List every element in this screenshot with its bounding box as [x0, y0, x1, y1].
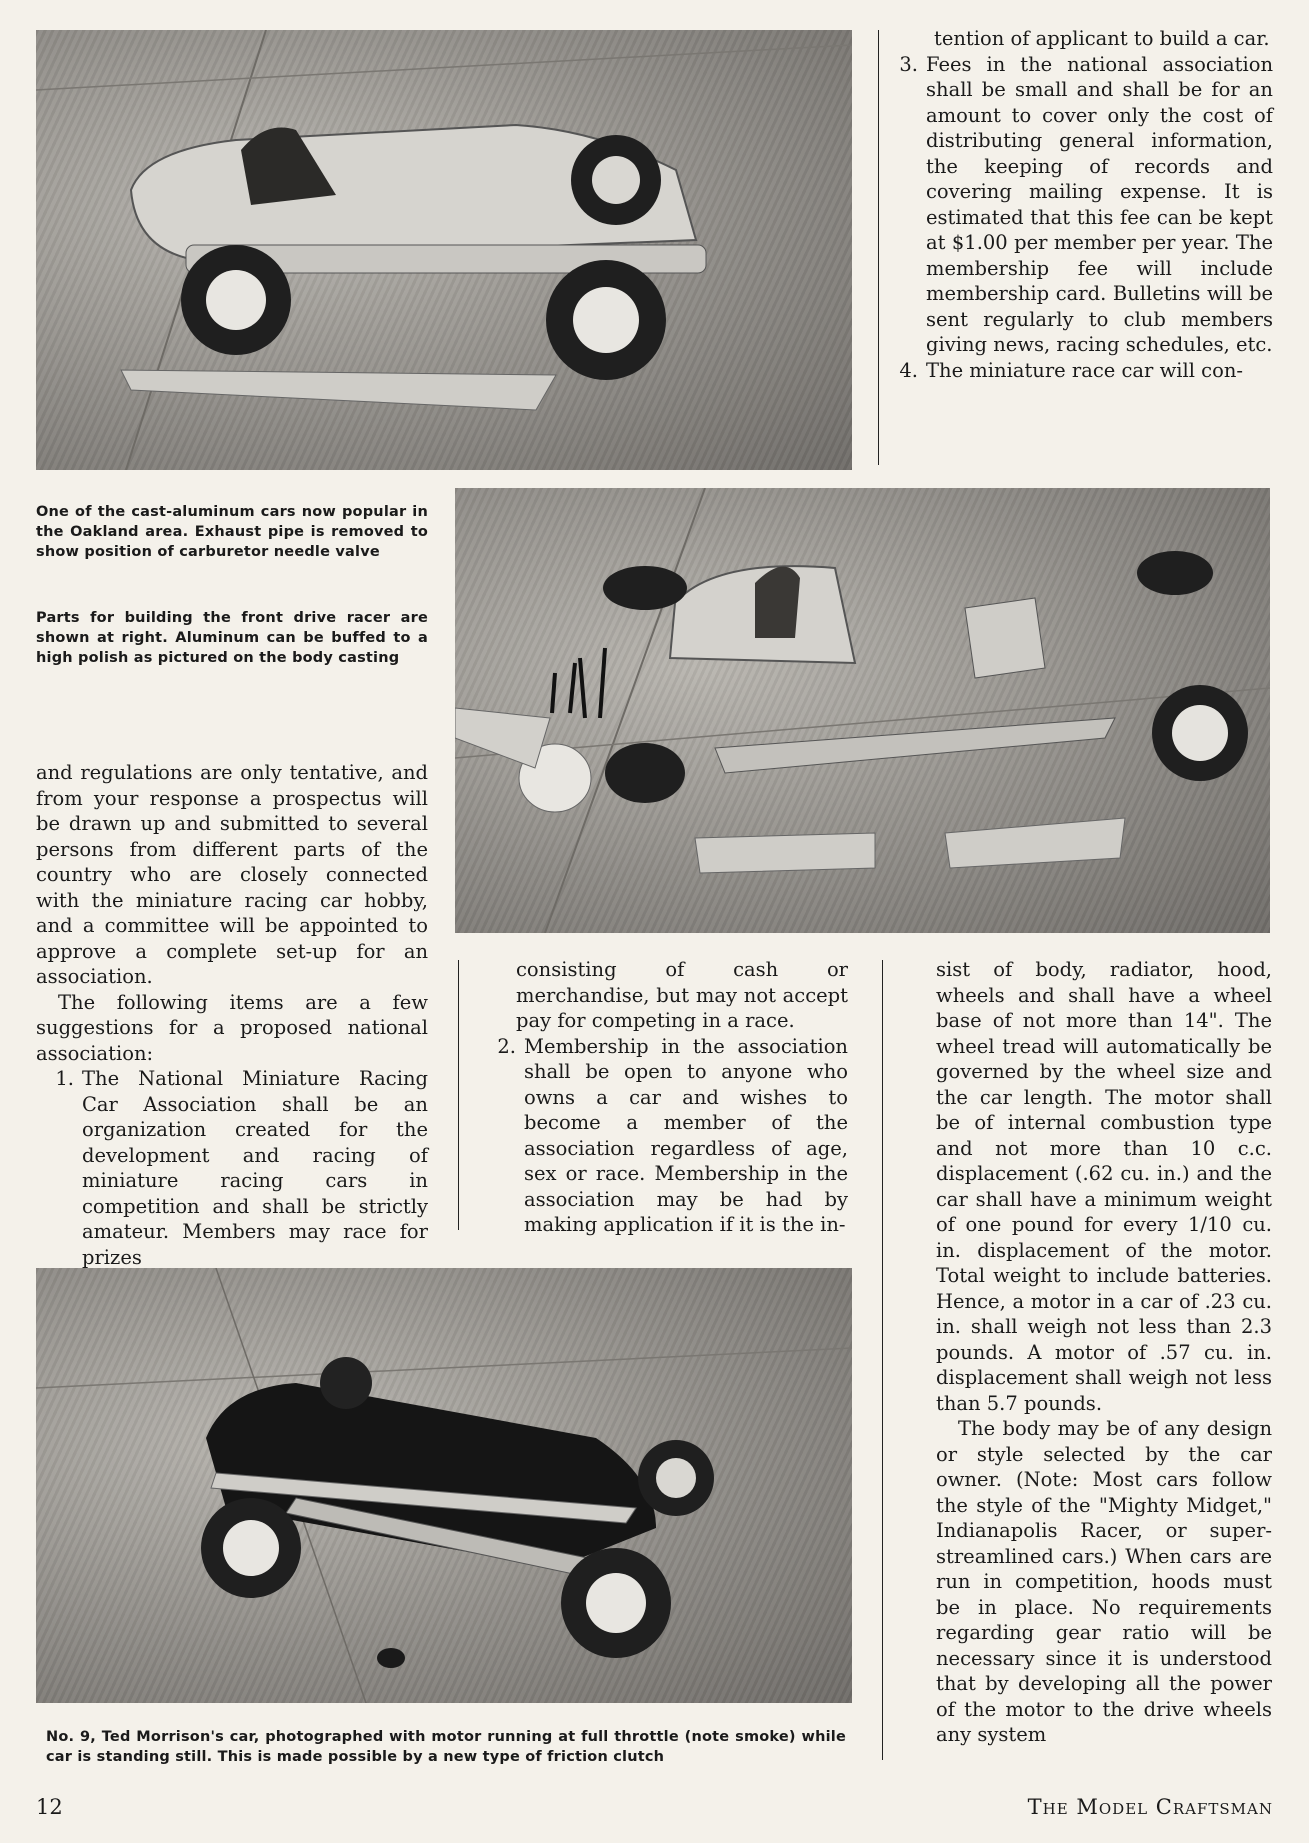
caption-bottom: No. 9, Ted Morrison's car, photographed with motor running at full throttle (note smoke) while car is standing still. This is made possible by a new type of friction clutch — [46, 1729, 846, 1765]
list-item — [888, 358, 1273, 384]
column-rule — [882, 1740, 883, 1760]
magazine-name: The Model Craftsman — [1027, 1795, 1273, 1819]
right-top-column — [888, 26, 1273, 383]
column-rule — [458, 960, 459, 1230]
item-text: Membership in the association shall be open to anyone who owns a car and wishes to become a member of the association regardless of age, sex or race. Membership in the association may be had by making application if it is the in- — [524, 1034, 848, 1236]
item-number: 4. — [899, 358, 918, 382]
column-rule — [878, 30, 879, 465]
list-item — [36, 1066, 428, 1270]
right-column — [936, 957, 1272, 1748]
caption-middle: Parts for building the front drive racer are shown at right. Aluminum can be buffed to a high polish as pictured on the body casting — [36, 610, 428, 666]
list-item — [888, 52, 1273, 358]
item-number: 1. — [55, 1067, 74, 1090]
middle-column — [470, 957, 848, 1238]
list-item — [470, 1034, 848, 1238]
page-number: 12 — [36, 1795, 63, 1819]
paragraph: The body may be of any design or style selected by the car owner. (Note: Most cars follow the style of the "Mighty Midget," Indianapolis Racer, or super-streamlined cars.) When cars are run in competition, hoods must be in place. No requirements regarding gear ratio will be necessary since it is understood that by developing all the power of the motor to the drive wheels any system — [936, 1417, 1272, 1746]
item-number: 3. — [899, 52, 918, 76]
top-photo — [36, 30, 852, 470]
item-text: The National Miniature Racing Car Association shall be an organization created for the development and racing of miniature racing cars in competition and shall be strictly amateur. Members may race for prizes — [82, 1067, 428, 1269]
item1-continuation: consisting of cash or merchandise, but may not accept pay for competing in a race. — [516, 958, 848, 1032]
paragraph: sist of body, radiator, hood, wheels and shall have a wheel base of not more than 14". The wheel tread will automatically be governed by the wheel size and the car length. The motor shall be of internal combustion type and not more than 10 c.c. displacement (.62 cu. in.) and the car shall have a minimum weight of one pound for every 1/10 cu. in. displacement of the motor. Total weight to include batteries. Hence, a motor in a car of .23 cu. in. shall weigh not less than 2.3 pounds. A motor of .57 cu. in. displacement shall weigh not less than 5.7 pounds. — [936, 958, 1272, 1415]
bottom-photo — [36, 1268, 852, 1703]
left-column — [36, 760, 428, 1270]
item3-continuation: tention of applicant to build a car. — [934, 27, 1270, 50]
item-number: 2. — [497, 1034, 516, 1058]
paragraph: The following items are a few suggestions for a proposed national association: — [36, 990, 428, 1065]
item-text: The miniature race car will con- — [926, 358, 1243, 382]
paragraph: and regulations are only tentative, and from your response a prospectus will be drawn up and submitted to several persons from different parts of the country who are closely connected with the miniature racing car hobby, and a committee will be appointed to approve a complete set-up for an association. — [36, 761, 428, 988]
column-rule — [882, 960, 883, 1760]
item-text: Fees in the national association shall be small and shall be for an amount to cover only the cost of distributing general information, the keeping of records and covering mailing expense. It is estimated that this fee can be kept at $1.00 per member per year. The membership fee will include membership card. Bulletins will be sent regularly to club members giving news, racing schedules, etc. — [926, 52, 1273, 356]
caption-top: One of the cast-aluminum cars now popular in the Oakland area. Exhaust pipe is removed to show position of carburetor needle valve — [36, 504, 428, 560]
middle-photo — [455, 488, 1270, 933]
